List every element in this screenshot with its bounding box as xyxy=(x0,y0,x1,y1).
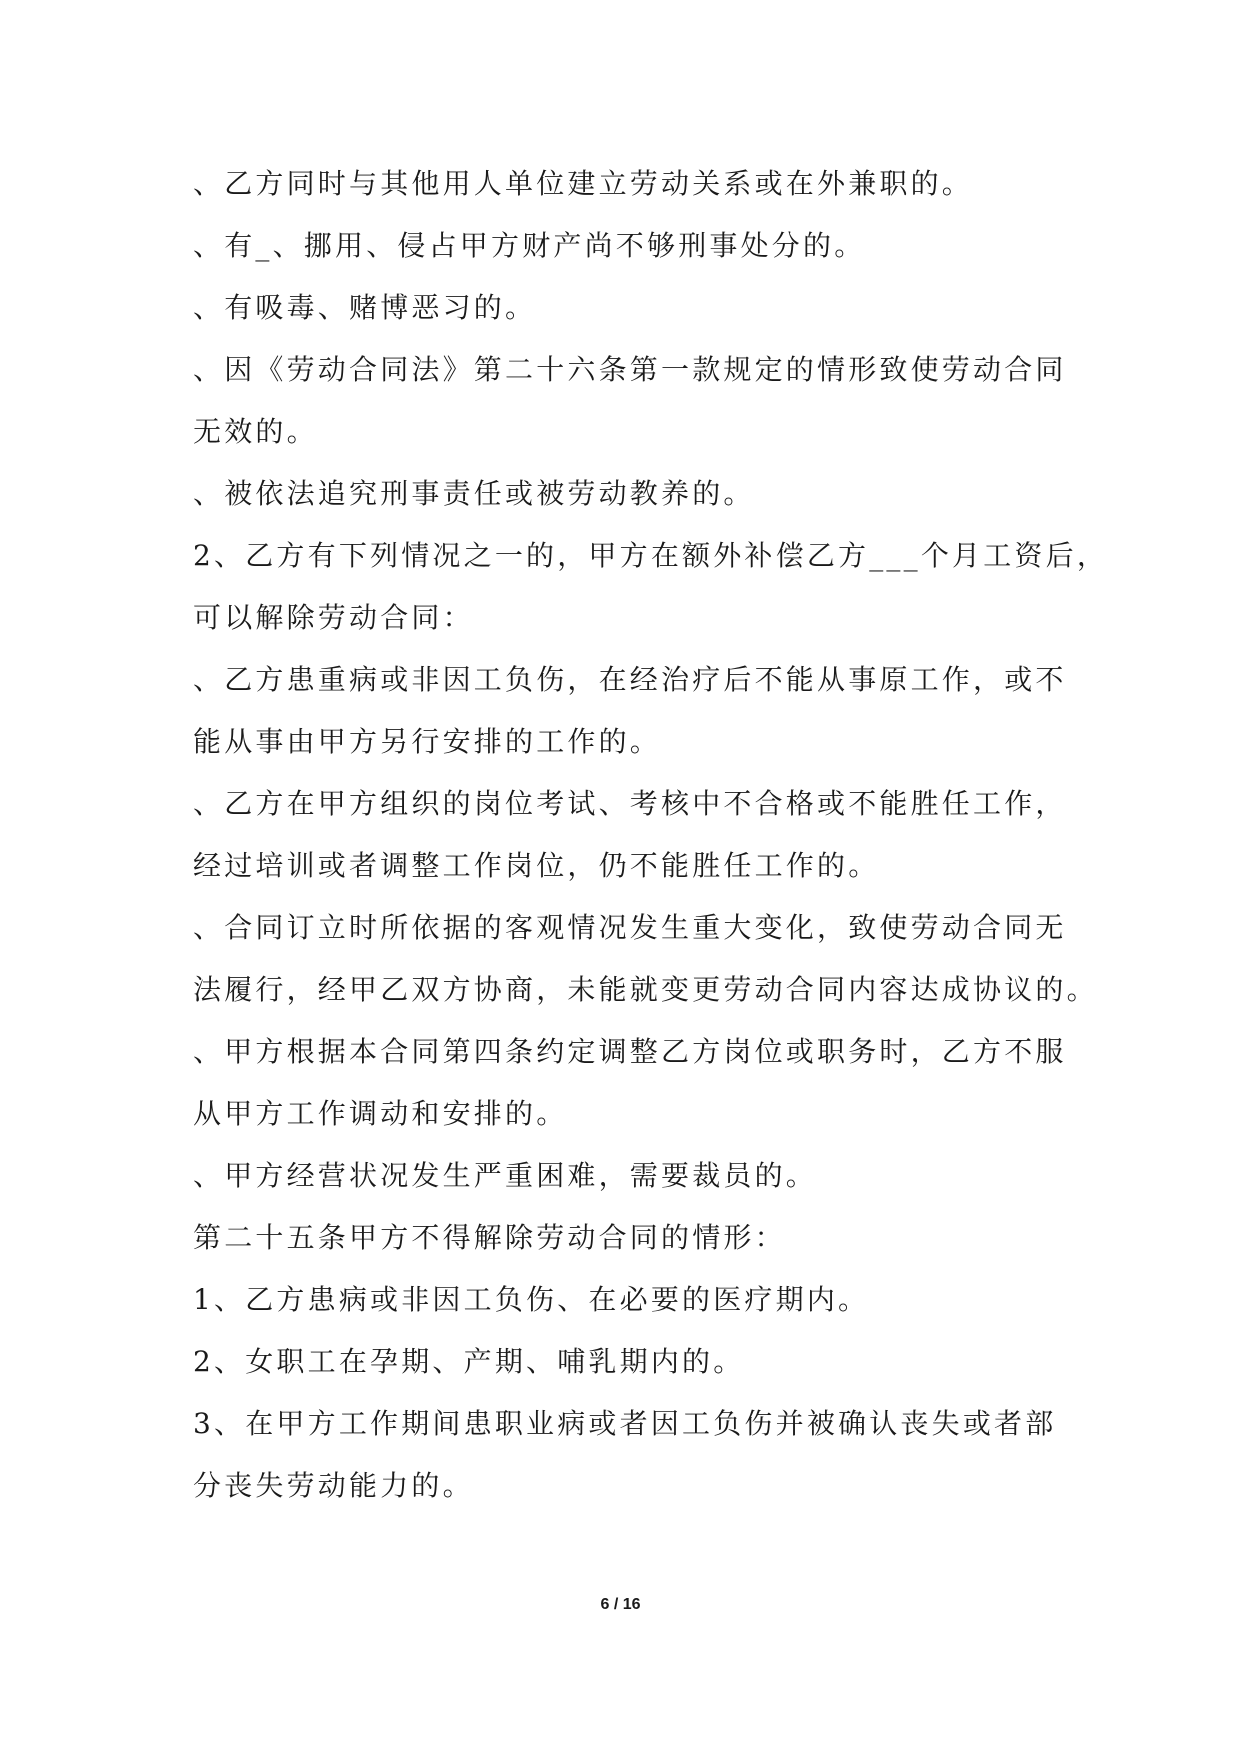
text-line: 3、在甲方工作期间患职业病或者因工负伤并被确认丧失或者部 xyxy=(193,1407,1057,1440)
text-line: 分丧失劳动能力的。 xyxy=(193,1469,474,1502)
text-line: 能从事由甲方另行安排的工作的。 xyxy=(193,725,662,758)
text-line: 、被依法追究刑事责任或被劳动教养的。 xyxy=(193,477,755,510)
text-line: 、甲方经营状况发生严重困难，需要裁员的。 xyxy=(193,1159,818,1192)
text-line: 、乙方同时与其他用人单位建立劳动关系或在外兼职的。 xyxy=(193,167,974,200)
text-line: 1、乙方患病或非因工负伤、在必要的医疗期内。 xyxy=(193,1283,870,1316)
text-line: 、因《劳动合同法》第二十六条第一款规定的情形致使劳动合同 xyxy=(193,353,1067,386)
text-line: 无效的。 xyxy=(193,415,318,448)
text-line: 、甲方根据本合同第四条约定调整乙方岗位或职务时，乙方不服 xyxy=(193,1035,1067,1068)
text-line: 、乙方患重病或非因工负伤，在经治疗后不能从事原工作，或不 xyxy=(193,663,1067,696)
text-line: 可以解除劳动合同： xyxy=(193,601,474,634)
document-body xyxy=(193,153,1109,1517)
text-line: 经过培训或者调整工作岗位，仍不能胜任工作的。 xyxy=(193,849,880,882)
text-line: 从甲方工作调动和安排的。 xyxy=(193,1097,568,1130)
text-line: 、乙方在甲方组织的岗位考试、考核中不合格或不能胜任工作， xyxy=(193,787,1067,820)
text-line: 、有_、挪用、侵占甲方财产尚不够刑事处分的。 xyxy=(193,229,866,262)
text-line: 法履行，经甲乙双方协商，未能就变更劳动合同内容达成协议的。 xyxy=(193,973,1098,1006)
text-line: 、合同订立时所依据的客观情况发生重大变化，致使劳动合同无 xyxy=(193,911,1067,944)
text-line: 2、乙方有下列情况之一的，甲方在额外补偿乙方___个月工资后， xyxy=(193,539,1109,572)
article-heading: 第二十五条甲方不得解除劳动合同的情形： xyxy=(193,1221,786,1254)
text-line: 、有吸毒、赌博恶习的。 xyxy=(193,291,537,324)
text-line: 2、女职工在孕期、产期、哺乳期内的。 xyxy=(193,1345,745,1378)
page-number: 6 / 16 xyxy=(600,1596,641,1613)
